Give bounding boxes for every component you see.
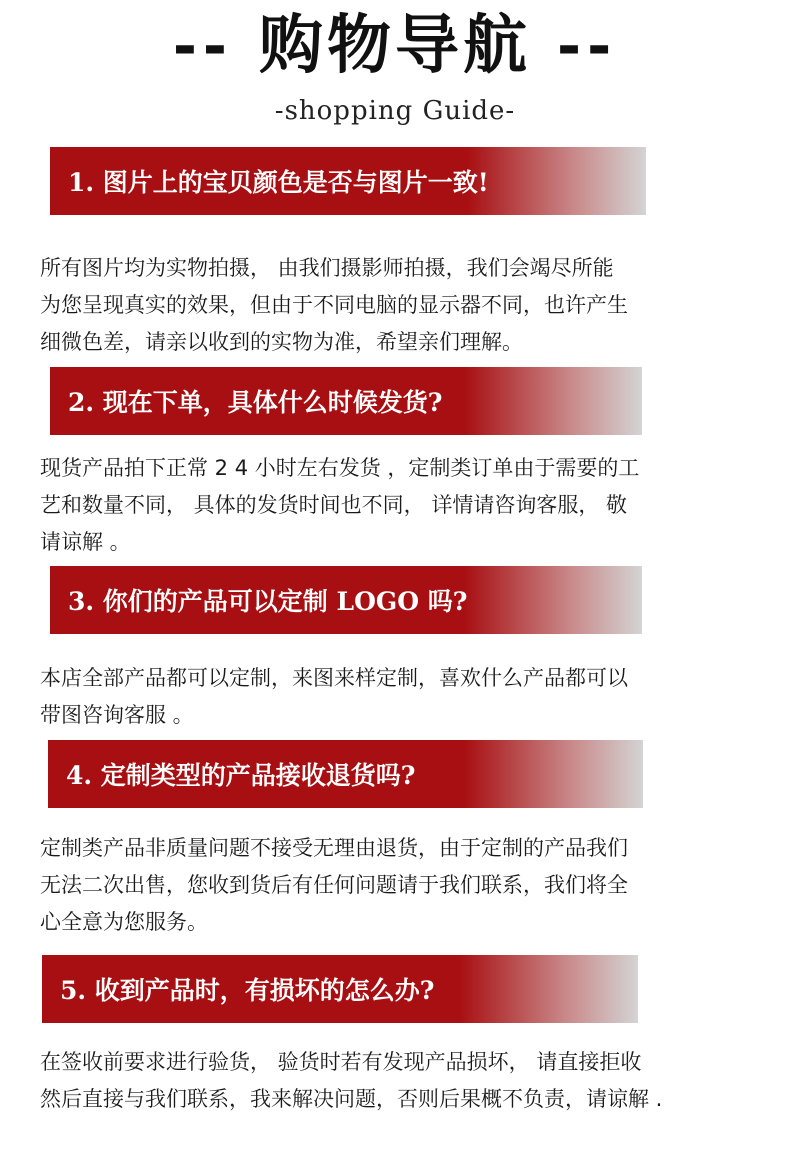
- section-4-body: [40, 830, 760, 941]
- section-4-line: 心全意为您服务。: [40, 910, 208, 934]
- section-5-banner: [42, 955, 638, 1023]
- section-4-line: 定制类产品非质量问题不接受无理由退货，由于定制的产品我们: [40, 836, 628, 860]
- section-1-line: 为您呈现真实的效果，但由于不同电脑的显示器不同，也许产生: [40, 293, 628, 317]
- section-2-body: [40, 450, 760, 561]
- page-subtitle: -shopping Guide-: [274, 96, 516, 126]
- section-5-line: 在签收前要求进行验货， 验货时若有发现产品损坏， 请直接拒收: [40, 1050, 642, 1074]
- title-dash-left: --: [172, 12, 233, 80]
- section-5-line: 然后直接与我们联系，我来解决问题，否则后果概不负责，请谅解 .: [40, 1087, 663, 1111]
- section-2-line: 艺和数量不同， 具体的发货时间也不同， 详情请咨询客服， 敬: [40, 493, 628, 517]
- section-1-body: [40, 250, 760, 361]
- section-1-line: 所有图片均为实物拍摄， 由我们摄影师拍摄，我们会竭尽所能: [40, 256, 614, 280]
- section-3-banner: [50, 566, 642, 634]
- section-2-banner: [50, 367, 642, 435]
- section-2-line: 现货产品拍下正常 2 4 小时左右发货 ，定制类订单由于需要的工: [40, 456, 640, 480]
- page-header: [0, 9, 790, 126]
- section-3-line: 带图咨询客服 。: [40, 703, 194, 727]
- section-1-heading: 1. 图片上的宝贝颜色是否与图片一致!: [68, 168, 489, 197]
- section-3-heading: 3. 你们的产品可以定制 LOGO 吗?: [68, 587, 468, 616]
- section-4-heading: 4. 定制类型的产品接收退货吗?: [66, 761, 416, 790]
- page-title: 购物导航: [259, 9, 531, 83]
- section-5-body: [40, 1044, 760, 1118]
- section-3-body: [40, 660, 760, 734]
- section-5-heading: 5. 收到产品时，有损坏的怎么办?: [60, 976, 435, 1005]
- title-dash-right: --: [557, 12, 618, 80]
- section-4-line: 无法二次出售，您收到货后有任何问题请于我们联系，我们将全: [40, 873, 628, 897]
- section-3-line: 本店全部产品都可以定制，来图来样定制，喜欢什么产品都可以: [40, 666, 628, 690]
- section-1-line: 细微色差，请亲以收到的实物为准，希望亲们理解。: [40, 330, 523, 354]
- section-2-line: 请谅解 。: [40, 530, 131, 554]
- section-2-heading: 2. 现在下单，具体什么时候发货?: [68, 388, 443, 417]
- title-row: [172, 9, 618, 83]
- section-4-banner: [48, 740, 643, 808]
- section-1-banner: [50, 147, 646, 215]
